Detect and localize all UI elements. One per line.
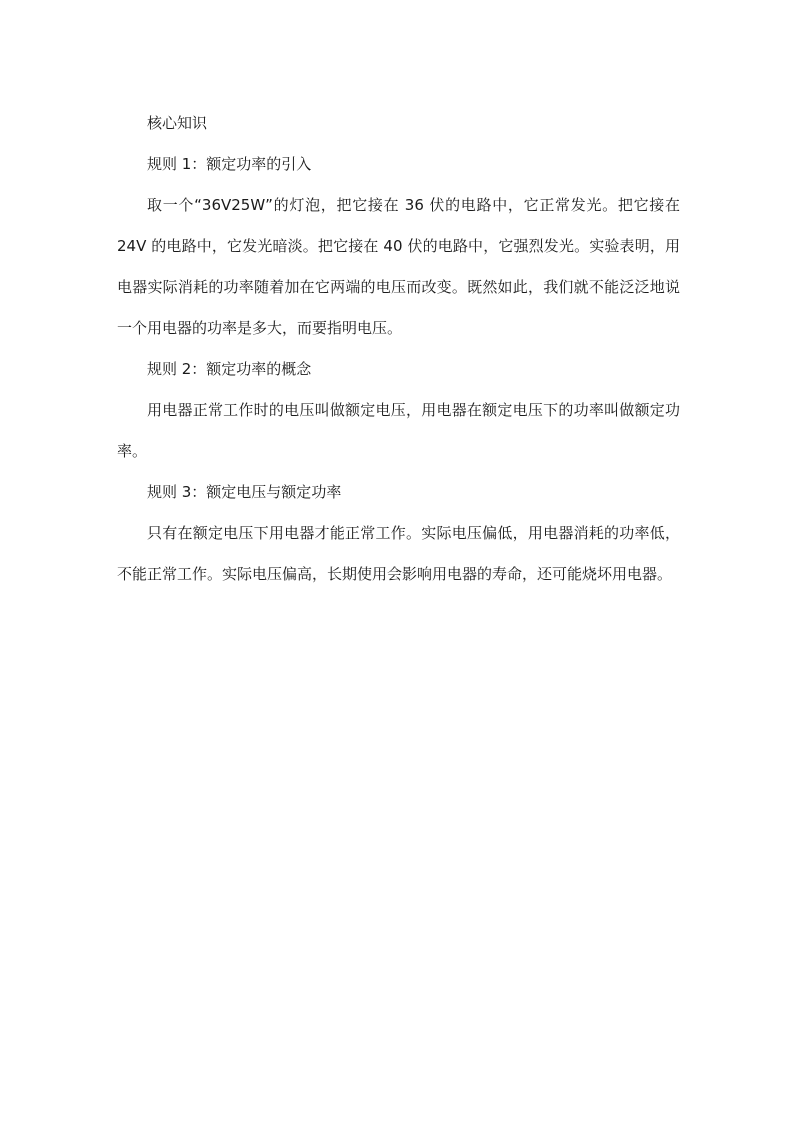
rule-3-title: 规则 3：额定电压与额定功率 [147,483,342,501]
rule-1-title: 规则 1：额定功率的引入 [147,155,312,173]
rule-2-title: 规则 2：额定功率的概念 [147,360,312,378]
section-heading: 核心知识 [147,114,208,132]
rule-1-paragraph: 取一个“36V25W”的灯泡，把它接在 36 伏的电路中，它正常发光。把它接在 24V 的电路中，它发光暗淡。把它接在 40 伏的电路中，它强烈发光。实验表明，用电器实际消耗的功率随着加在它两端的电压而改变。既然如此，我们就不能泛泛地说一个用电器的功率是多大，而要指明电压。 [117,196,680,337]
rule-3-paragraph: 只有在额定电压下用电器才能正常工作。实际电压偏低，用电器消耗的功率低，不能正常工作。实际电压偏高，长期使用会影响用电器的寿命，还可能烧坏用电器。 [117,524,680,583]
rule-2-paragraph: 用电器正常工作时的电压叫做额定电压，用电器在额定电压下的功率叫做额定功率。 [117,401,680,460]
document-body [117,103,680,595]
